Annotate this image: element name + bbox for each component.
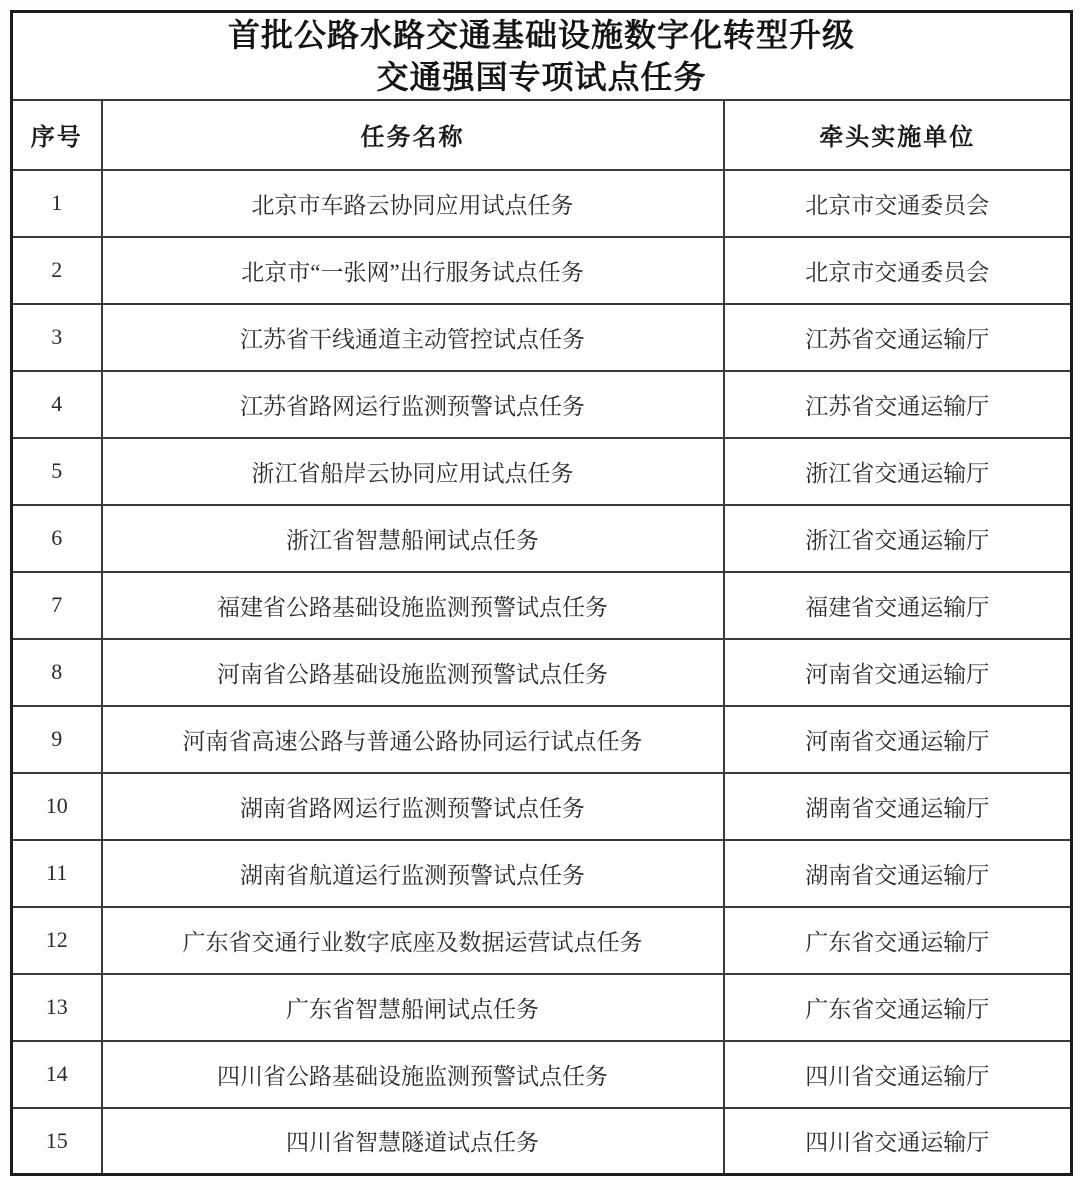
column-header-unit: 牵头实施单位 — [724, 100, 1072, 170]
row-number-cell: 4 — [12, 371, 102, 438]
task-name-cell: 湖南省航道运行监测预警试点任务 — [102, 840, 724, 907]
table-title-line2: 交通强国专项试点任务 — [376, 58, 707, 95]
lead-unit-cell: 浙江省交通运输厅 — [724, 438, 1072, 505]
row-number-cell: 15 — [12, 1108, 102, 1175]
row-number-cell: 2 — [12, 237, 102, 304]
row-number-cell: 10 — [12, 773, 102, 840]
lead-unit-cell: 江苏省交通运输厅 — [724, 304, 1072, 371]
row-number-cell: 11 — [12, 840, 102, 907]
lead-unit-cell: 北京市交通委员会 — [724, 237, 1072, 304]
table-row — [12, 572, 1072, 639]
column-header-no: 序号 — [12, 100, 102, 170]
lead-unit-cell: 湖南省交通运输厅 — [724, 773, 1072, 840]
row-number-cell: 5 — [12, 438, 102, 505]
task-name-cell: 四川省智慧隧道试点任务 — [102, 1108, 724, 1175]
table-row — [12, 170, 1072, 237]
row-number-cell: 9 — [12, 706, 102, 773]
lead-unit-cell: 广东省交通运输厅 — [724, 974, 1072, 1041]
task-name-cell: 北京市“一张网”出行服务试点任务 — [102, 237, 724, 304]
task-name-cell: 河南省高速公路与普通公路协同运行试点任务 — [102, 706, 724, 773]
row-number-cell: 8 — [12, 639, 102, 706]
task-name-cell: 浙江省船岸云协同应用试点任务 — [102, 438, 724, 505]
lead-unit-cell: 广东省交通运输厅 — [724, 907, 1072, 974]
table-body — [12, 170, 1072, 1175]
row-number-cell: 1 — [12, 170, 102, 237]
task-name-cell: 四川省公路基础设施监测预警试点任务 — [102, 1041, 724, 1108]
task-name-cell: 河南省公路基础设施监测预警试点任务 — [102, 639, 724, 706]
row-number-cell: 7 — [12, 572, 102, 639]
table-row — [12, 237, 1072, 304]
lead-unit-cell: 湖南省交通运输厅 — [724, 840, 1072, 907]
task-name-cell: 江苏省路网运行监测预警试点任务 — [102, 371, 724, 438]
table-row — [12, 505, 1072, 572]
column-header-task: 任务名称 — [102, 100, 724, 170]
row-number-cell: 14 — [12, 1041, 102, 1108]
pilot-tasks-table — [10, 10, 1073, 1176]
table-row — [12, 974, 1072, 1041]
table-title — [12, 12, 1072, 100]
table-row — [12, 1108, 1072, 1175]
task-name-cell: 浙江省智慧船闸试点任务 — [102, 505, 724, 572]
task-name-cell: 湖南省路网运行监测预警试点任务 — [102, 773, 724, 840]
task-name-cell: 江苏省干线通道主动管控试点任务 — [102, 304, 724, 371]
task-name-cell: 广东省智慧船闸试点任务 — [102, 974, 724, 1041]
lead-unit-cell: 浙江省交通运输厅 — [724, 505, 1072, 572]
task-name-cell: 福建省公路基础设施监测预警试点任务 — [102, 572, 724, 639]
table-row — [12, 639, 1072, 706]
title-row — [12, 12, 1072, 100]
table-row — [12, 438, 1072, 505]
lead-unit-cell: 河南省交通运输厅 — [724, 639, 1072, 706]
row-number-cell: 3 — [12, 304, 102, 371]
row-number-cell: 6 — [12, 505, 102, 572]
table-row — [12, 907, 1072, 974]
column-header-row — [12, 100, 1072, 170]
table-row — [12, 1041, 1072, 1108]
table-row — [12, 840, 1072, 907]
lead-unit-cell: 河南省交通运输厅 — [724, 706, 1072, 773]
table-row — [12, 706, 1072, 773]
lead-unit-cell: 北京市交通委员会 — [724, 170, 1072, 237]
lead-unit-cell: 江苏省交通运输厅 — [724, 371, 1072, 438]
lead-unit-cell: 四川省交通运输厅 — [724, 1108, 1072, 1175]
lead-unit-cell: 福建省交通运输厅 — [724, 572, 1072, 639]
row-number-cell: 12 — [12, 907, 102, 974]
lead-unit-cell: 四川省交通运输厅 — [724, 1041, 1072, 1108]
table-row — [12, 371, 1072, 438]
row-number-cell: 13 — [12, 974, 102, 1041]
table-row — [12, 773, 1072, 840]
table-row — [12, 304, 1072, 371]
task-name-cell: 广东省交通行业数字底座及数据运营试点任务 — [102, 907, 724, 974]
task-name-cell: 北京市车路云协同应用试点任务 — [102, 170, 724, 237]
table-title-line1: 首批公路水路交通基础设施数字化转型升级 — [228, 16, 856, 53]
